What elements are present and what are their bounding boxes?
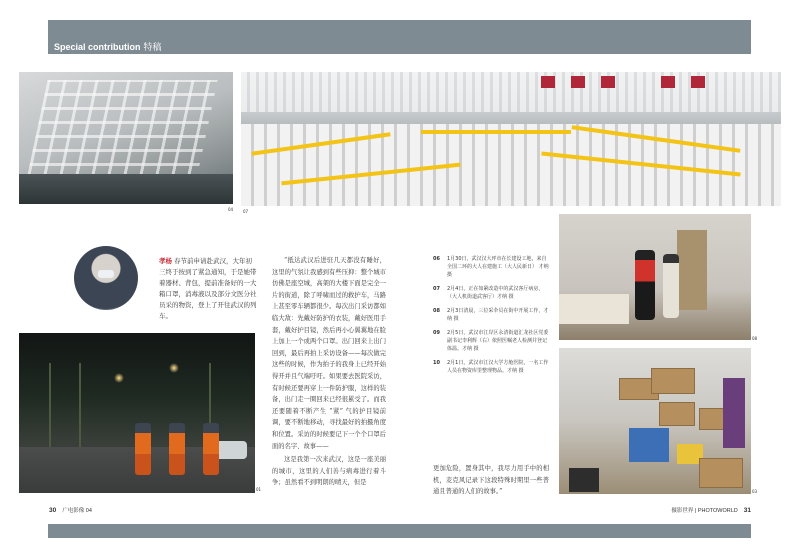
bed	[559, 294, 629, 324]
page-number-left: 30	[49, 507, 57, 514]
caption-number: 08	[433, 308, 440, 314]
sanitation-worker	[169, 423, 185, 475]
banner	[661, 76, 675, 88]
blue-bag	[629, 428, 669, 462]
street-lamp	[169, 363, 179, 373]
footer-right	[671, 506, 751, 514]
banner	[691, 76, 705, 88]
caption-item	[433, 329, 549, 353]
cardboard-box	[651, 368, 695, 394]
caption-text: 2月4日，正在如紧改造中的武汉客厅病房，（大人机街道武客厅）才纳 摄	[447, 286, 544, 300]
article-paragraph: 这是我第一次来武汉，这是一座美丽的城市，这里的人们善与病毒进行着斗争；虽然看不到明朗的晴天，但是	[272, 456, 386, 487]
caption-item	[433, 359, 549, 375]
photo-number: 07	[243, 209, 249, 214]
banner	[541, 76, 555, 88]
footer-left	[49, 506, 92, 514]
coat	[723, 378, 745, 448]
caption-text: 1月30日，武汉汉大坪市在长建设工地，来自全国二环的大人在建施工（大人民新日） 才纳 摄	[447, 256, 549, 278]
tree	[49, 363, 51, 453]
caption-number: 09	[433, 330, 440, 336]
photo-number: 08	[752, 336, 758, 341]
caption-number: 07	[433, 286, 440, 292]
street-lamp	[114, 373, 124, 383]
intro-paragraph	[159, 256, 257, 322]
cardboard-box	[659, 402, 695, 426]
caption-text: 2月3日清晨，三位采伞员在街中开展工作，才纳 摄	[447, 308, 549, 322]
caption-text: 2月5日，武汉市江岸区永清街道汇龙社区党委副书记李利辉（右）依照医嘱老人检测并登记体温。才纳 摄	[447, 330, 549, 352]
footer-band	[48, 524, 751, 538]
photo-supplies-storeroom	[559, 348, 751, 494]
community-worker	[663, 254, 679, 318]
article-paragraph: 更加危险，置身其中，我尽力用手中的相机，麦克风记录下这段特殊时期里一些普通且普通的人们的故事。”	[433, 465, 549, 496]
caption-text: 2月1日，武汉市江汉大学方舱医院，一名工作人员在物资库里整理物品。才纳 摄	[447, 360, 549, 374]
photo-number: 04	[228, 207, 234, 212]
yellow-barrier	[421, 130, 571, 134]
footer-right-label: 摄影世界 | PHOTOWORLD	[671, 508, 738, 514]
photo-captions-list	[433, 255, 549, 381]
caption-item	[433, 285, 549, 301]
door	[677, 230, 707, 310]
article-column-1	[272, 255, 386, 489]
elderly-resident	[635, 250, 655, 320]
building-grid	[26, 80, 217, 180]
caption-number: 10	[433, 360, 440, 366]
caption-item	[433, 255, 549, 279]
intro-text: 春节前申请赴武汉，大年初三终于按到了紧急通知，于是她带着器材、背包，提前准备好的一大箱口罩，消毒液以及部分文医分社员采的物资，登上了开往武汉的列车。	[159, 257, 257, 320]
cardboard-box	[699, 458, 743, 488]
caption-item	[433, 307, 549, 323]
photo-construction-site	[19, 72, 233, 204]
article-column-2	[433, 463, 549, 498]
caption-number: 06	[433, 256, 440, 262]
beds-floor	[241, 124, 781, 206]
photo-number: 03	[752, 489, 758, 494]
tree	[79, 363, 81, 453]
sanitation-worker	[135, 423, 151, 475]
sanitation-worker	[203, 423, 219, 475]
section-label	[54, 40, 162, 53]
banner	[571, 76, 585, 88]
photo-number: 01	[256, 487, 262, 492]
photographer-portrait	[74, 246, 138, 310]
footer-left-label: 广电影像 04	[62, 508, 92, 514]
section-title: Special contribution	[54, 42, 141, 52]
road-strip	[19, 174, 233, 204]
article-paragraph: “抵达武汉后进驻几天都没有睡好，这里的气氛让我感到有些压抑：整个城市仿佛是座空城，高架的大楼下面是完全一片的街道，除了呼啸而过的救护车，马路上甚至零车辆都很少。每次出门采访都如临大敌：先戴好防护的衣装，戴好医用手套，戴好护目镜，然后再小心翼翼地在脸上加上一个或两个口罩。出门回来上出门回到，最后再拍上采访设备——每次做完这些的时候，作为拍子的我身上已经开始得开并且气端吁吁。如果要去医院采访，有时候还要再穿上一件防护服，这样的装备，出门走一圈回来已经很累受了。而我还要随着不断产生 “紧” 气的护目镜前调，要不断地移动，寻找最好的拍摄角度和位置。采访的时候要记下一个个口罩后面的名字、故事——	[272, 257, 386, 450]
photo-night-street-workers	[19, 333, 255, 493]
photo-exhibition-hall-panorama	[241, 72, 781, 206]
page-number-right: 31	[743, 507, 751, 514]
black-bag	[569, 468, 599, 492]
author-name: 孝杨	[159, 257, 172, 265]
banner	[601, 76, 615, 88]
section-title-cn: 特稿	[143, 42, 162, 52]
face-mask	[98, 270, 114, 278]
photo-temperature-check	[559, 214, 751, 340]
